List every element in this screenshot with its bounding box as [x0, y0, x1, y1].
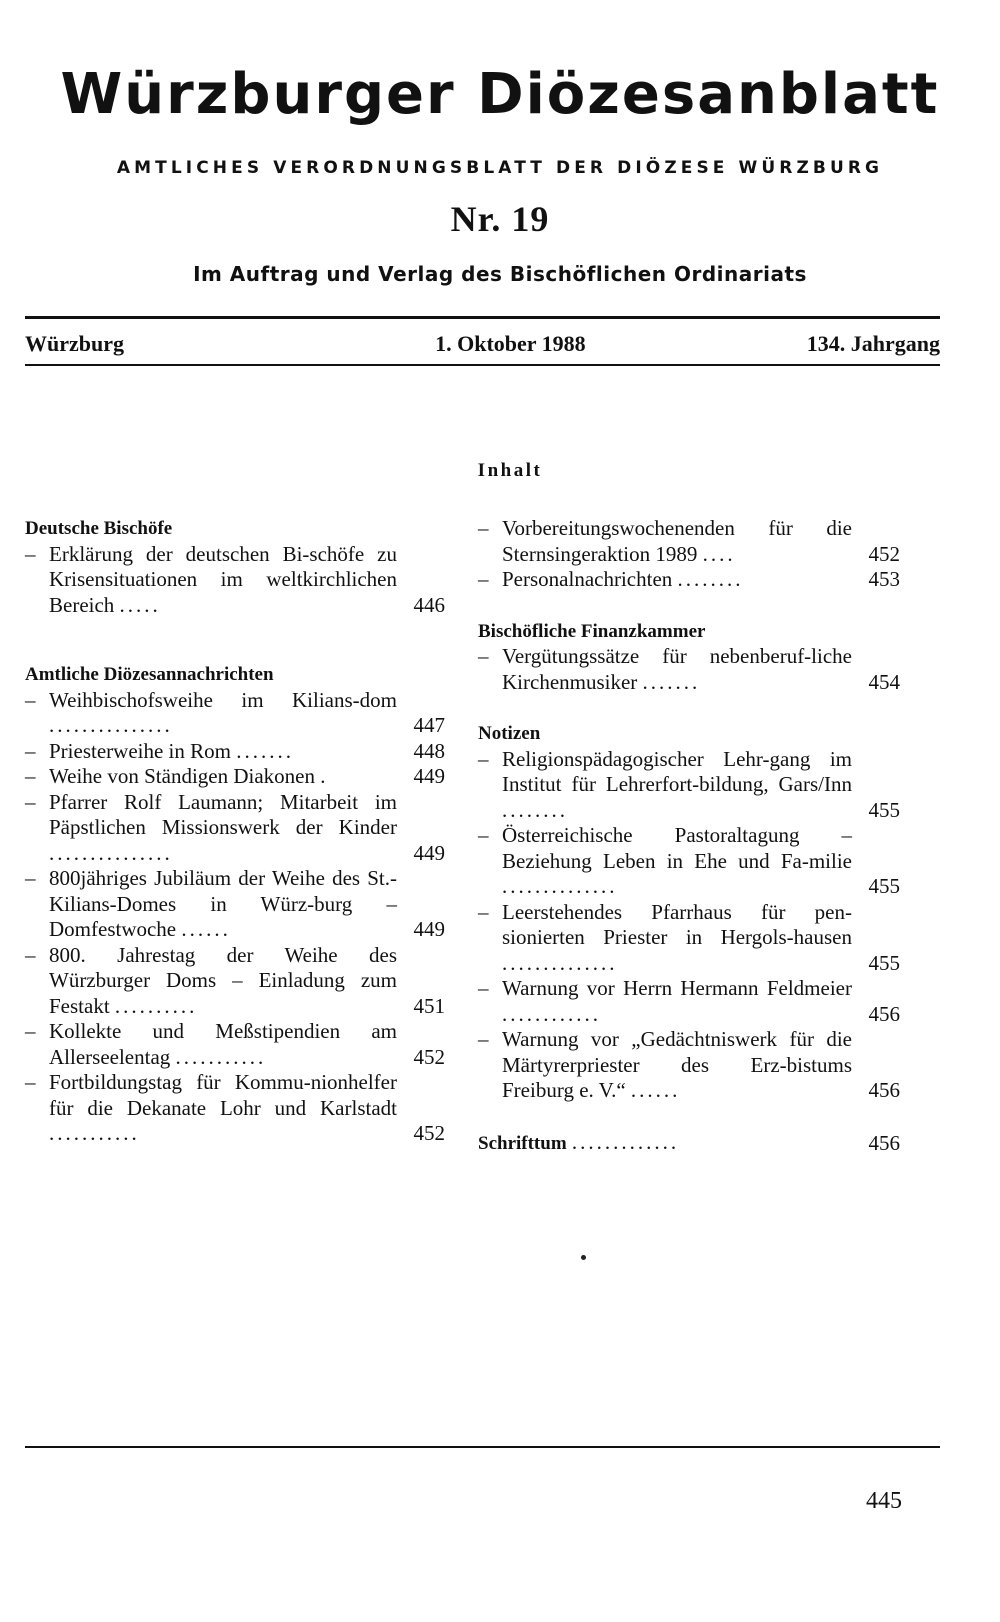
toc-entry: – Personalnachrichten ........ 453: [478, 567, 900, 591]
dateline: [25, 331, 940, 357]
dateline-rule: [25, 364, 940, 366]
toc-left-column: [25, 516, 445, 1147]
toc-entry: – Weihbischofsweihe im Kilians-dom ............... 447: [25, 687, 445, 737]
footer-page-number: 445: [866, 1488, 902, 1514]
bottom-rule: [25, 1446, 940, 1448]
toc-entry: Schrifttum ............. 456: [478, 1129, 900, 1155]
volume: 134. Jahrgang: [806, 331, 940, 356]
date: 1. Oktober 1988: [435, 331, 586, 356]
toc-entry: – Vorbereitungswochenenden für die Sternsingeraktion 1989 .... 452: [478, 516, 900, 566]
section-title: Bischöfliche Finanzkammer: [478, 620, 706, 642]
toc-entry: – Pfarrer Rolf Laumann; Mitarbeit im Päpstlichen Missionswerk der Kinder ............... 449: [25, 789, 445, 865]
toc-entry: – Priesterweihe in Rom ....... 448: [25, 738, 445, 763]
top-rule: [25, 316, 940, 319]
toc-entry: – Erklärung der deutschen Bi-schöfe zu Krisensituationen im weltkirchlichen Bereich ..... 446: [25, 541, 445, 617]
toc-entry: – Warnung vor „Gedächtniswerk für die Märtyrerpriester des Erz-bistums Freiburg e. V.“ ...... 456: [478, 1027, 900, 1102]
toc-heading: Inhalt: [477, 460, 543, 481]
toc-entry: – Warnung vor Herrn Hermann Feldmeier ............ 456: [478, 976, 900, 1026]
toc-entry: – Weihe von Ständigen Diakonen . 449: [25, 764, 445, 788]
place: Würzburg: [25, 331, 124, 356]
section-title: Notizen: [478, 723, 541, 744]
section-title: Deutsche Bischöfe: [25, 518, 173, 539]
toc-entry: – Kollekte und Meßstipendien am Allerseelentag ........... 452: [25, 1019, 445, 1069]
toc-entry: – Leerstehendes Pfarrhaus für pen-sionierten Priester in Hergols-hausen .............. 455: [478, 899, 900, 975]
toc-entry: – Religionspädagogischer Lehr-gang im Institut für Lehrerfort-bildung, Gars/Inn ........ 455: [478, 746, 900, 822]
toc-entry: – Österreichische Pastoraltagung – Beziehung Leben in Ehe und Fa-milie .............. 455: [478, 823, 900, 898]
toc-entry: – Fortbildungstag für Kommu-nionhelfer für die Dekanate Lohr und Karlstadt ........... 452: [25, 1070, 445, 1145]
toc-right-column: [478, 516, 900, 1156]
section-title: Amtliche Diözesannachrichten: [25, 664, 274, 685]
toc-entry: – Vergütungssätze für nebenberuf-liche Kirchenmusiker ....... 454: [478, 644, 900, 694]
issue-number: Nr. 19: [450, 199, 550, 239]
masthead-title: Würzburger Diözesanblatt: [60, 62, 940, 127]
toc-entry: – 800. Jahrestag der Weihe des Würzburger Doms – Einladung zum Festakt .......... 451: [25, 942, 445, 1018]
masthead-subtitle: AMTLICHES VERORDNUNGSBLATT DER DIÖZESE WÜRZBURG: [116, 158, 884, 178]
speck: [581, 1255, 586, 1260]
toc-entry: – 800jähriges Jubiläum der Weihe des St.-Kilians-Domes in Würz-burg – Domfestwoche ...... 449: [25, 866, 445, 941]
publisher-line: Im Auftrag und Verlag des Bischöflichen Ordinariats: [193, 262, 807, 286]
